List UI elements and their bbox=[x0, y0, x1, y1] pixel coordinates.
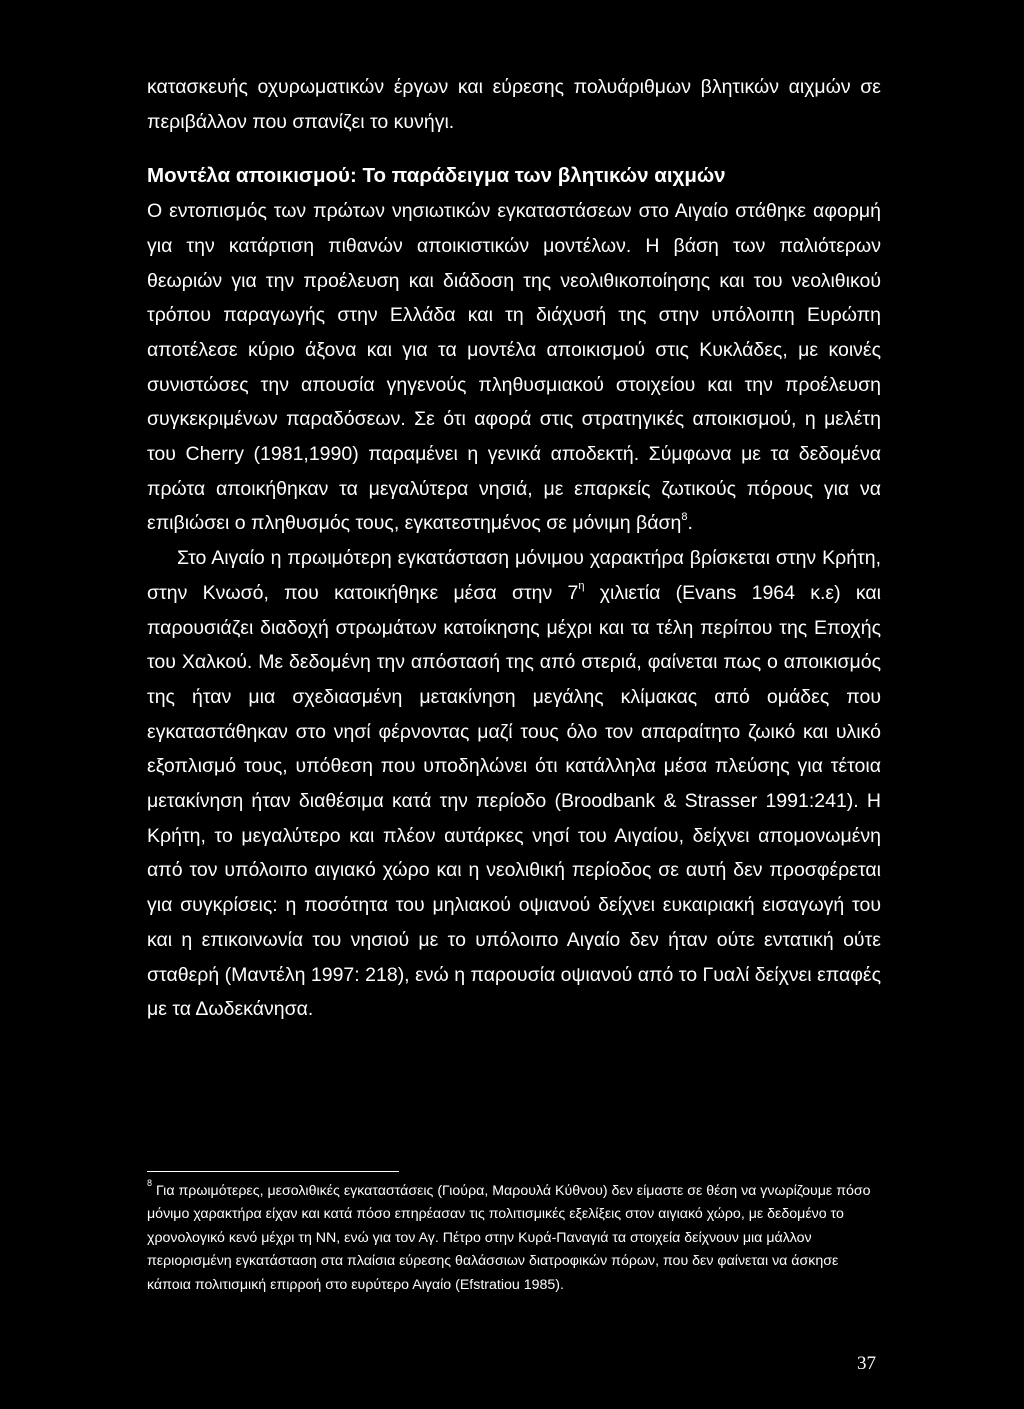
footnote bbox=[147, 1180, 881, 1297]
section-heading: Μοντέλα αποικισμού: Το παράδειγμα των βλητικών αιχμών bbox=[147, 164, 726, 188]
ordinal-superscript: η bbox=[578, 580, 585, 593]
page-number: 37 bbox=[857, 1353, 876, 1374]
paragraph-2-text-start: Στο Αιγαίο η πρωιμότερη εγκατάσταση μόνιμου χαρακτήρα βρίσκεται στην Κρήτη, στην Κνωσό, που κατοικήθηκε μέσα στην 7 bbox=[147, 547, 881, 604]
paragraph-1-end: . bbox=[687, 512, 693, 535]
body-paragraph-2 bbox=[147, 541, 881, 1027]
paragraph-1-text: Ο εντοπισμός των πρώτων νησιωτικών εγκαταστάσεων στο Αιγαίο στάθηκε αφορμή για την κατάρτιση πιθανών αποικιστικών μοντέλων. Η βάση των παλιότερων θεωριών για την προέλευση και διάδοση της νεολιθικοποίησης και του νεολιθικού τρόπου παραγωγής στην Ελλάδα και τη διάχυσή της στην υπόλοιπη Ευρώπη αποτέλεσε κύριο άξονα και για τα μοντέλα αποικισμού στις Κυκλάδες, με κοινές συνιστώσες την απουσία γηγενούς πληθυσμιακού στοιχείου και την προέλευση συγκεκριμένων παραδόσεων. Σε ότι αφορά στις στρατηγικές αποικισμού, η μελέτη του Cherry (1981,1990) παραμένει η γενικά αποδεκτή. Σύμφωνα με τα δεδομένα πρώτα αποικήθηκαν τα μεγαλύτερα νησιά, με επαρκείς ζωτικούς πόρους για να επιβιώσει ο πληθυσμός τους, εγκατεστημένος σε μόνιμη βάση bbox=[147, 200, 881, 535]
intro-paragraph: κατασκευής οχυρωματικών έργων και εύρεσης πολυάριθμων βλητικών αιχμών σε περιβάλλον που σπανίζει το κυνήγι. bbox=[147, 76, 881, 133]
footnote-text: Για πρωιμότερες, μεσολιθικές εγκαταστάσεις (Γιούρα, Μαρουλά Κύθνου) δεν είμαστε σε θέση να γνωρίζουμε πόσο μόνιμο χαρακτήρα είχαν και κατά πόσο επηρέασαν τις πολιτισμικές εξελίξεις στον αιγιακό χώρο, με δεδομένο το χρονολογικό κενό μέχρι τη ΝΝ, ενώ για τον Αγ. Πέτρο στην Κυρά-Παναγιά τα στοιχεία δείχνουν μια μάλλον περιορισμένη εγκατάσταση στα πλαίσια εύρεσης θαλάσσιων διατροφικών πόρων, που δεν φαίνεται να άσκησε κάποια πολιτισμική επιρροή στο ευρύτερο Αιγαίο (Efstratiou 1985). bbox=[147, 1183, 871, 1293]
footnote-divider bbox=[147, 1171, 399, 1172]
body-paragraph-1 bbox=[147, 194, 881, 541]
document-page bbox=[147, 70, 881, 1027]
footnote-marker: 8 bbox=[147, 1178, 153, 1189]
footnote-reference[interactable]: 8 bbox=[681, 510, 688, 523]
paragraph-2-text-end: χιλιετία (Evans 1964 κ.ε) και παρουσιάζει διαδοχή στρωμάτων κατοίκησης μέχρι και τα τέλη περίπου της Εποχής του Χαλκού. Με δεδομένη την απόστασή της από στεριά, φαίνεται πως ο αποικισμός της ήταν μια σχεδιασμένη μετακίνηση μεγάλης κλίμακας από ομάδες που εγκαταστάθηκαν στο νησί φέρνοντας μαζί τους όλο τον απαραίτητο ζωικό και υλικό εξοπλισμό τους, υπόθεση που υποδηλώνει ότι κατάλληλα μέσα πλεύσης για τέτοια μετακίνηση ήταν διαθέσιμα κατά την περίοδο (Broodbank & Strasser 1991:241). Η Κρήτη, το μεγαλύτερο και πλέον αυτάρκες νησί του Αιγαίου, δείχνει απομονωμένη από τον υπόλοιπο αιγιακό χώρο και η νεολιθική περίοδος σε αυτή δεν προσφέρεται για συγκρίσεις: η ποσότητα του μηλιακού οψιανού δείχνει ευκαιριακή εισαγωγή του και η επικοινωνία του νησιού με το υπόλοιπο Αιγαίο δεν ήταν ούτε εντατική ούτε σταθερή (Μαντέλη 1997: 218), ενώ η παρουσία οψιανού από το Γυαλί δείχνει επαφές με τα Δωδεκάνησα. bbox=[147, 581, 881, 1021]
